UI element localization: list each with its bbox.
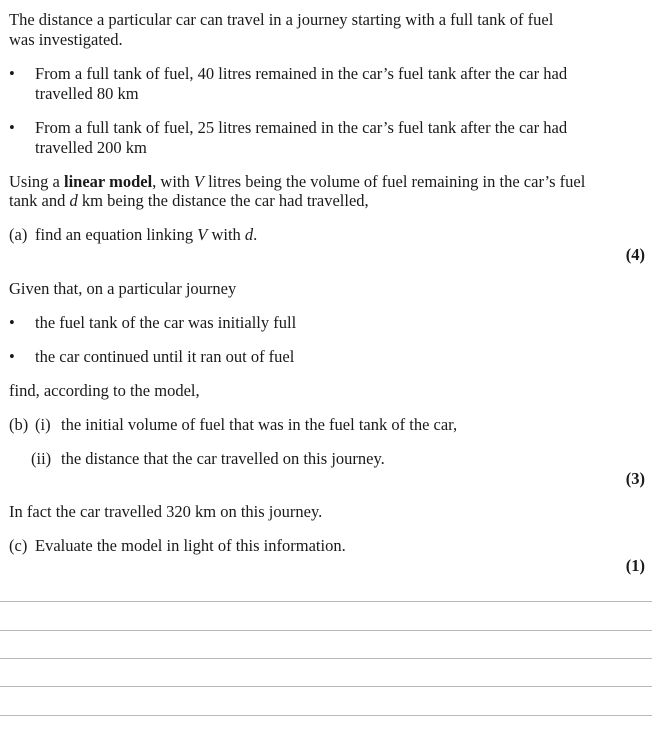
part-a-marks: (4) (625, 245, 645, 264)
answer-line[interactable] (0, 601, 652, 602)
model-mid-2: litres being the volume of fuel remaining in the car’s fuel (203, 172, 586, 191)
part-b-ii (31, 449, 385, 469)
part-b-label: (b) (9, 415, 29, 434)
variable-v: V (197, 225, 208, 244)
part-b-i-text: the initial volume of fuel that was in the fuel tank of the car, (61, 415, 458, 434)
find-text: find, according to the model, (9, 381, 200, 400)
part-a-text-mid: with (207, 225, 245, 244)
answer-line[interactable] (0, 658, 652, 659)
model-line-1 (9, 172, 585, 192)
part-b-marks: (3) (625, 469, 645, 488)
part-b-i-label: (i) (35, 415, 51, 434)
bullet-marker: • (9, 347, 15, 366)
part-c-label: (c) (9, 536, 28, 555)
part-b-ii-text: the distance that the car travelled on this journey. (61, 449, 385, 468)
model-line2-suffix: km being the distance the car had travelled, (77, 191, 369, 210)
answer-line[interactable] (0, 715, 652, 716)
part-a-text-prefix: find an equation linking (35, 225, 198, 244)
given-text: Given that, on a particular journey (9, 279, 237, 298)
variable-d: d (244, 225, 254, 244)
bullet-marker: • (9, 118, 15, 137)
part-c-text: Evaluate the model in light of this information. (35, 536, 346, 555)
bullet-2-line-1: From a full tank of fuel, 25 litres remained in the car’s fuel tank after the car had (35, 118, 568, 137)
model-mid-1: , with (152, 172, 194, 191)
model-line-2 (9, 191, 369, 211)
part-c (9, 536, 346, 556)
bullet-1-line-1: From a full tank of fuel, 40 litres remained in the car’s fuel tank after the car had (35, 64, 568, 83)
answer-line[interactable] (0, 630, 652, 631)
variable-v: V (193, 172, 204, 191)
part-b-i (9, 415, 457, 435)
model-line2-prefix: tank and (9, 191, 70, 210)
part-a-label: (a) (9, 225, 28, 244)
variable-d: d (69, 191, 78, 210)
bullet-2-line-2: travelled 200 km (35, 138, 147, 157)
intro-line-2: was investigated. (9, 30, 123, 49)
bullet-marker: • (9, 64, 15, 83)
fact-text: In fact the car travelled 320 km on this journey. (9, 502, 323, 521)
model-prefix: Using a (9, 172, 64, 191)
model-bold-term: linear model (64, 172, 153, 191)
part-a (9, 225, 257, 245)
part-c-marks: (1) (625, 556, 645, 575)
bullet-marker: • (9, 313, 15, 332)
part-a-text-suffix: . (253, 225, 258, 244)
bullet-1-line-2: travelled 80 km (35, 84, 139, 103)
part-b-ii-label: (ii) (31, 449, 52, 468)
given-bullet-1: the fuel tank of the car was initially full (35, 313, 297, 332)
given-bullet-2: the car continued until it ran out of fuel (35, 347, 295, 366)
answer-line[interactable] (0, 686, 652, 687)
intro-line-1: The distance a particular car can travel in a journey starting with a full tank of fuel (9, 10, 554, 29)
